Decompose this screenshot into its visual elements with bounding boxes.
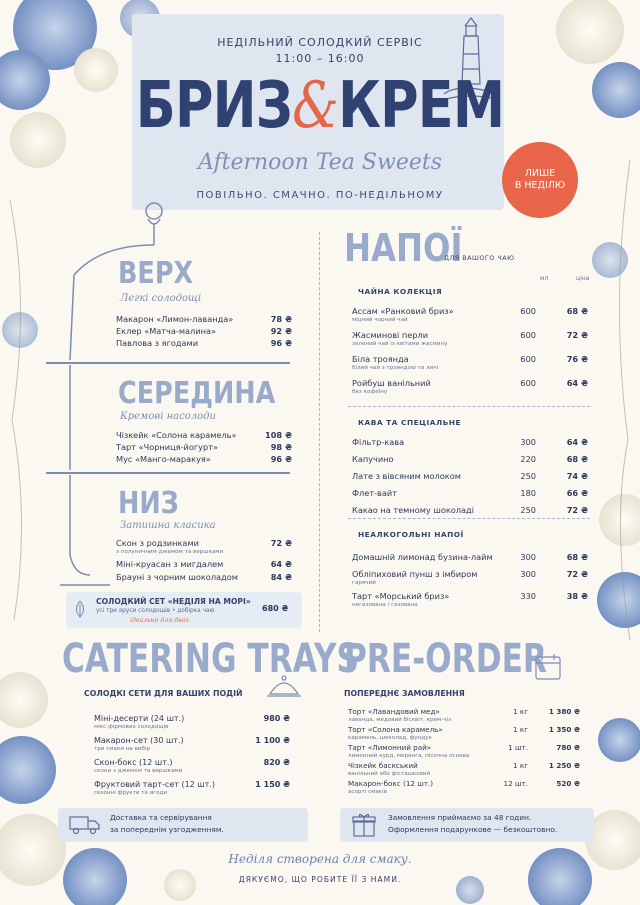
item-price: 1 100 ₴: [255, 736, 290, 745]
menu-item: [348, 707, 580, 723]
item-qty: 1 кг: [513, 761, 528, 770]
item-qty: 1 кг: [513, 707, 528, 716]
menu-item: [348, 725, 580, 741]
tier-script-middle: Кремові насолоди: [120, 411, 216, 422]
menu-item: [352, 378, 588, 395]
item-name: Жасминові перли: [352, 330, 429, 340]
preorder-subtitle: ПОПЕРЕДНЄ ЗАМОВЛЕННЯ: [344, 689, 465, 698]
brand-left: БРИЗ: [135, 69, 293, 143]
item-desc: сезонні фрукти та ягоди: [94, 790, 167, 796]
preorder-note: Замовлення приймаємо за 48 годин. Оформлення подарункове — безкоштовно.: [388, 813, 558, 834]
catering-note: Доставка та сервірування за попереднім узгодженням.: [110, 813, 224, 834]
menu-item: [352, 505, 588, 515]
menu-item: [352, 591, 588, 608]
drink-category: ЧАЙНА КОЛЕКЦІЯ: [358, 287, 443, 296]
item-price: 66 ₴: [566, 488, 588, 498]
catering-title: CATERING TRAYS: [62, 636, 359, 682]
sweet-set-note: ідеально для двох: [130, 617, 189, 624]
sweet-set-desc: усі три яруси солодощів • добірка чаю: [96, 608, 215, 614]
item-qty: 600: [520, 354, 536, 364]
item-price: 76 ₴: [566, 354, 588, 364]
item-price: 68 ₴: [566, 306, 588, 316]
item-qty: 300: [520, 437, 536, 447]
item-desc: асорті смаків: [348, 789, 388, 795]
menu-item: [352, 354, 588, 371]
item-name: Тарт «Морський бриз»: [352, 591, 450, 601]
item-desc: ванільний або фісташковий: [348, 771, 431, 777]
item-name: Тарт «Лимонний рай»: [348, 743, 432, 752]
item-name: Фільтр-кава: [352, 437, 405, 447]
brand-script: Afternoon Tea Sweets: [197, 150, 442, 175]
brand-right: КРЕМ: [338, 69, 505, 143]
item-desc: білий чай з трояндою та личі: [352, 365, 439, 371]
menu-item: Мус «Манго-маракуя» 96 ₴: [116, 454, 292, 464]
item-price: 68 ₴: [566, 454, 588, 464]
menu-item: Міні-круасан з мигдалем 64 ₴: [116, 559, 292, 569]
preorder-title: PRE-ORDER: [344, 636, 547, 682]
item-name: Какао на темному шоколаді: [352, 505, 474, 515]
item-price: 64 ₴: [566, 378, 588, 388]
brand-logo: [58, 66, 583, 146]
drink-category: КАВА ТА СПЕЦІАЛЬНЕ: [358, 418, 462, 427]
item-qty: 220: [520, 454, 536, 464]
item-qty: 330: [520, 591, 536, 601]
col-price: ціна: [576, 275, 590, 282]
drinks-subtitle: ДЛЯ ВАШОГО ЧАЮ: [444, 254, 515, 262]
menu-item: [352, 471, 588, 481]
brand-ampersand: &: [292, 69, 339, 143]
item-name: Домашній лимонад бузина-лайм: [352, 552, 493, 562]
tier-title-middle: СЕРЕДИНА: [118, 376, 276, 411]
item-qty: 1 шт.: [508, 743, 528, 752]
divider: [348, 518, 590, 519]
item-desc: лаванда, медовий бісквіт, крем-чіз: [348, 717, 452, 723]
item-name: Міні-десерти (24 шт.): [94, 714, 185, 723]
menu-item: [352, 306, 588, 323]
item-price: 780 ₴: [556, 743, 580, 752]
item-price: 1 350 ₴: [548, 725, 580, 734]
item-price: 1 250 ₴: [548, 761, 580, 770]
item-name: Лате з вівсяним молоком: [352, 471, 461, 481]
item-qty: 180: [520, 488, 536, 498]
tray-divider: [46, 472, 290, 474]
menu-item: Тарт «Чорниця-йогурт» 98 ₴: [116, 442, 292, 452]
tier-script-top: Легкі солодощі: [120, 293, 202, 304]
col-ml: мл: [540, 275, 549, 282]
item-qty: 300: [520, 569, 536, 579]
sunday-only-badge: ЛИШЕ В НЕДІЛЮ: [502, 142, 578, 218]
item-desc: без кофеїну: [352, 389, 388, 395]
item-name: Біла троянда: [352, 354, 409, 364]
menu-item: [348, 779, 580, 795]
menu-item: [94, 736, 290, 752]
item-price: 820 ₴: [263, 758, 290, 767]
menu-item: [94, 780, 290, 796]
item-desc: негазована / газована: [352, 602, 418, 608]
menu-item: Еклер «Матча-малина» 92 ₴: [116, 326, 292, 336]
item-price: 980 ₴: [263, 714, 290, 723]
item-qty: 1 кг: [513, 725, 528, 734]
menu-item: [94, 758, 290, 774]
item-desc: міцний чорний чай: [352, 317, 408, 323]
item-price: 520 ₴: [556, 779, 580, 788]
sweet-set-price: 680 ₴: [262, 604, 289, 613]
item-qty: 12 шт.: [503, 779, 528, 788]
drinks-title: НАПОЇ: [344, 226, 463, 270]
menu-item: Павлова з ягодами 96 ₴: [116, 338, 292, 348]
service-hours: 11:00 – 16:00: [275, 52, 365, 65]
menu-item: [352, 488, 588, 498]
item-qty: 600: [520, 330, 536, 340]
item-price: 68 ₴: [566, 552, 588, 562]
item-desc: зелений чай із квітами жасмину: [352, 341, 448, 347]
menu-item: Чізкейк «Солона карамель» 108 ₴: [116, 430, 292, 440]
menu-item: Макарон «Лимон-лаванда» 78 ₴: [116, 314, 292, 324]
menu-item: [352, 454, 588, 464]
item-name: Торт «Лавандовий мед»: [348, 707, 440, 716]
item-name: Ассам «Ранковий бриз»: [352, 306, 454, 316]
tier-title-top: ВЕРХ: [118, 256, 194, 291]
menu-item: Скон з родзинками з полуничним джемом та вершками 72 ₴: [116, 538, 292, 555]
item-price: 72 ₴: [566, 569, 588, 579]
item-price: 64 ₴: [566, 437, 588, 447]
catering-subtitle: СОЛОДКІ СЕТИ ДЛЯ ВАШИХ ПОДІЙ: [84, 689, 243, 698]
item-desc: карамель, шоколад, фундук: [348, 735, 432, 741]
tray-divider: [46, 362, 290, 364]
item-price: 72 ₴: [566, 505, 588, 515]
item-desc: гарячий: [352, 580, 376, 586]
item-price: 74 ₴: [566, 471, 588, 481]
item-name: Чізкейк баскський: [348, 761, 418, 770]
sweet-set-title: СОЛОДКИЙ СЕТ «НЕДІЛЯ НА МОРІ»: [96, 597, 251, 606]
footer-script: Неділя створена для смаку.: [228, 852, 412, 866]
column-divider: [319, 232, 320, 632]
item-desc: лимонний курд, меренга, пісочна основа: [348, 753, 470, 759]
menu-item: [348, 743, 580, 759]
item-qty: 300: [520, 552, 536, 562]
service-title: НЕДІЛЬНИЙ СОЛОДКИЙ СЕРВІС: [217, 36, 423, 49]
item-price: 1 380 ₴: [548, 707, 580, 716]
item-desc: три смаки на вибір: [94, 746, 151, 752]
menu-item: [352, 569, 588, 586]
item-qty: 250: [520, 505, 536, 515]
menu-item: [352, 437, 588, 447]
drink-category: НЕАЛКОГОЛЬНІ НАПОЇ: [358, 530, 464, 539]
item-price: 72 ₴: [566, 330, 588, 340]
item-qty: 600: [520, 306, 536, 316]
item-price: 38 ₴: [566, 591, 588, 601]
menu-item: [352, 330, 588, 347]
item-name: Макарон-бокс (12 шт.): [348, 779, 434, 788]
tier-title-bottom: НИЗ: [118, 486, 179, 521]
menu-item: [352, 552, 588, 562]
item-name: Макарон-сет (30 шт.): [94, 736, 184, 745]
item-name: Торт «Солона карамель»: [348, 725, 443, 734]
item-name: Фруктовий тарт-сет (12 шт.): [94, 780, 215, 789]
item-name: Ройбуш ванільний: [352, 378, 431, 388]
item-name: Обліпиховий пунш з імбиром: [352, 569, 478, 579]
tagline: ПОВІЛЬНО. СМАЧНО. ПО-НЕДІЛЬНОМУ: [196, 190, 444, 201]
item-name: Скон-бокс (12 шт.): [94, 758, 173, 767]
menu-item: Брауні з чорним шоколадом 84 ₴: [116, 572, 292, 582]
item-desc: скони з джемом та вершками: [94, 768, 183, 774]
item-qty: 600: [520, 378, 536, 388]
item-desc: мікс фірмових солодощів: [94, 724, 169, 730]
item-name: Капучино: [352, 454, 394, 464]
item-price: 1 150 ₴: [255, 780, 290, 789]
item-name: Флет-вайт: [352, 488, 397, 498]
tier-script-bottom: Затишна класика: [120, 520, 216, 531]
divider: [348, 406, 590, 407]
footer-thanks: ДЯКУЄМО, ЩО РОБИТЕ ЇЇ З НАМИ.: [238, 875, 402, 884]
menu-item: [348, 761, 580, 777]
menu-item: [94, 714, 290, 730]
item-qty: 250: [520, 471, 536, 481]
